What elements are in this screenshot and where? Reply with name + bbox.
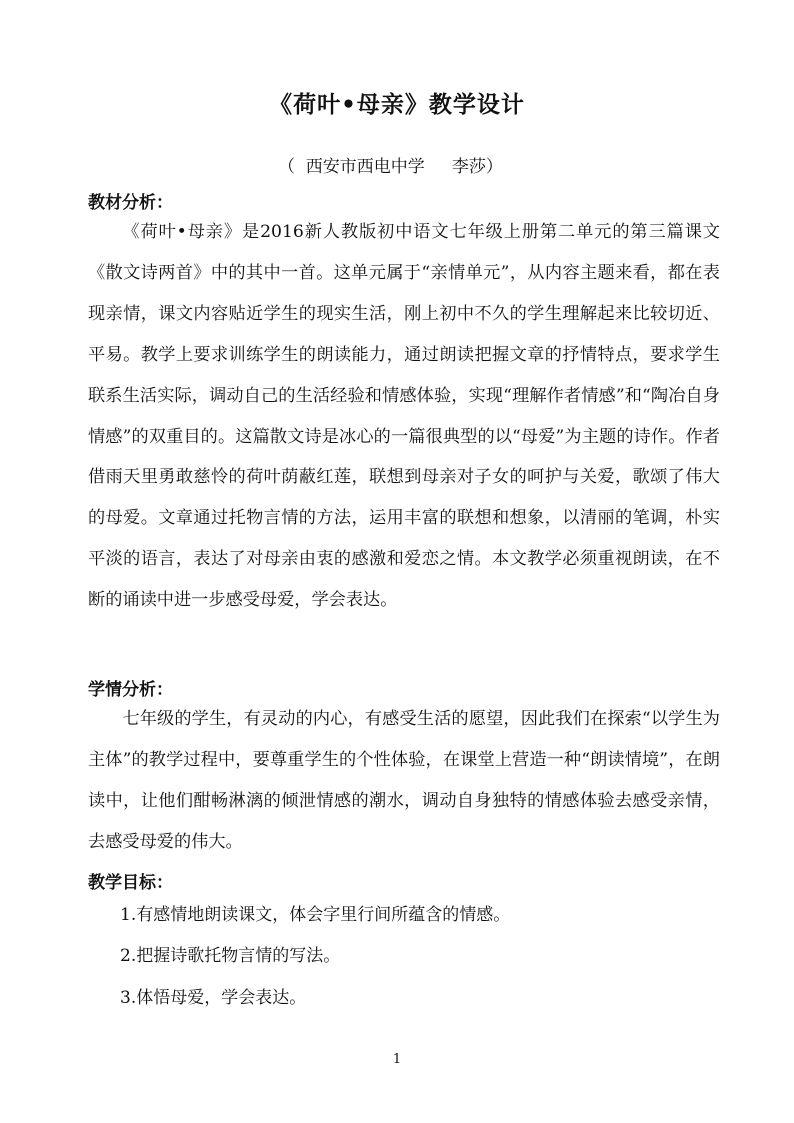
section-heading-textbook-analysis: 教材分析： — [88, 193, 173, 213]
teaching-goal-item: 2.把握诗歌托物言情的写法。 — [120, 946, 341, 966]
document-title: 《荷叶•母亲》教学设计 — [269, 92, 525, 118]
author-line: （ 西安市西电中学 李莎） — [278, 157, 503, 177]
page-number: 1 — [392, 1052, 402, 1067]
section-heading-student-analysis: 学情分析： — [88, 680, 173, 700]
teaching-goal-item: 3.体悟母爱，学会表达。 — [120, 988, 307, 1008]
textbook-analysis-paragraph: 《荷叶•母亲》是2016新人教版初中语文七年级上册第二单元的第三篇课文《散文诗两首》中的其中一首。这单元属于“亲情单元”，从内容主题来看，都在表现亲情，课文内容贴近学生的现实生活，刚上初中不久的学生理解起来比较切近、平易。教学上要求训练学生的朗读能力，通过朗读把握文章的抒情特点，要求学生联系生活实际，调动自己的生活经验和情感体验，实现“理解作者情感”和“陶冶自身情感”的双重目的。这篇散文诗是冰心的一篇很典型的以“母爱”为主题的诗作。作者借雨天里勇敢慈怜的荷叶荫蔽红莲，联想到母亲对子女的呵护与关爱，歌颂了伟大的母爱。文章通过托物言情的方法，运用丰富的联想和想象，以清丽的笔调，朴实平淡的语言，表达了对母亲由衷的感激和爱恋之情。本文教学必须重视朗读，在不断的诵读中进一步感受母爱，学会表达。 — [88, 222, 720, 611]
teaching-goal-item: 1.有感情地朗读课文，体会字里行间所蕴含的情感。 — [120, 905, 511, 925]
section-heading-teaching-goals: 教学目标： — [88, 873, 173, 893]
student-analysis-paragraph: 七年级的学生，有灵动的内心，有感受生活的愿望，因此我们在探索“以学生为主体”的教学过程中，要尊重学生的个性体验，在课堂上营造一种“朗读情境”，在朗读中，让他们酣畅淋漓的倾泄情感的潮水，调动自身独特的情感体验去感受亲情，去感受母爱的伟大。 — [88, 709, 720, 852]
